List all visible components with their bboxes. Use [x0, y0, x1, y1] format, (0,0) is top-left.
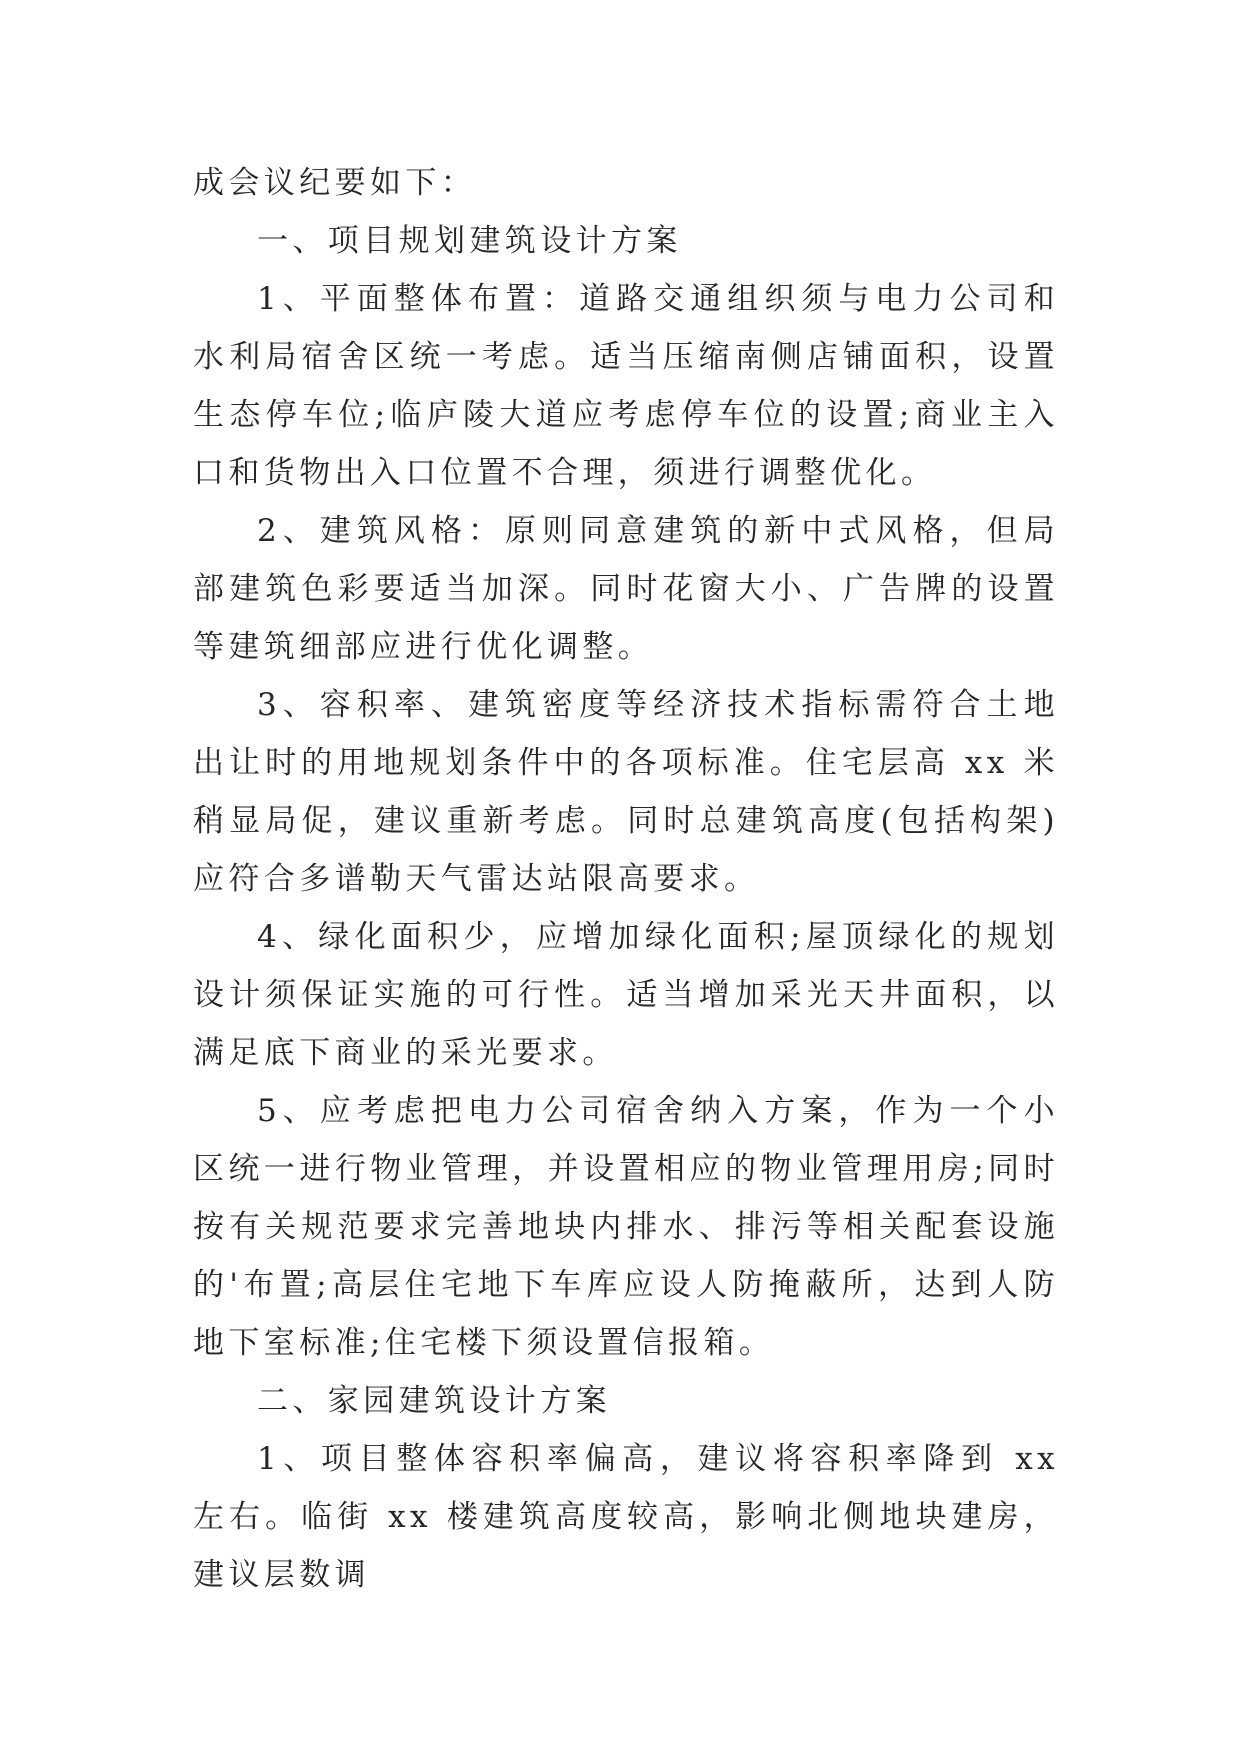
paragraph-1-3: 3、容积率、建筑密度等经济技术指标需符合土地出让时的用地规划条件中的各项标准。住宅层高 xx 米稍显局促，建议重新考虑。同时总建筑高度(包括构架)应符合多谱勒天气雷达站限高要求。 — [193, 687, 1059, 897]
document-body — [193, 154, 1059, 1604]
section-heading-2: 二、家园建筑设计方案 — [257, 1383, 611, 1419]
paragraph-intro: 成会议纪要如下： — [193, 165, 477, 201]
paragraph-1-2: 2、建筑风格：原则同意建筑的新中式风格，但局部建筑色彩要适当加深。同时花窗大小、广告牌的设置等建筑细部应进行优化调整。 — [193, 513, 1059, 665]
paragraph-1-4: 4、绿化面积少，应增加绿化面积;屋顶绿化的规划设计须保证实施的可行性。适当增加采光天井面积，以满足底下商业的采光要求。 — [193, 919, 1059, 1071]
section-heading-1: 一、项目规划建筑设计方案 — [257, 223, 682, 259]
paragraph-1-5: 5、应考虑把电力公司宿舍纳入方案，作为一个小区统一进行物业管理，并设置相应的物业管理用房;同时按有关规范要求完善地块内排水、排污等相关配套设施的'布置;高层住宅地下车库应设人防掩蔽所，达到人防地下室标准;住宅楼下须设置信报箱。 — [193, 1093, 1059, 1361]
paragraph-2-1: 1、项目整体容积率偏高，建议将容积率降到 xx 左右。临街 xx 楼建筑高度较高，影响北侧地块建房，建议层数调 — [193, 1441, 1059, 1593]
paragraph-1-1: 1、平面整体布置：道路交通组织须与电力公司和水利局宿舍区统一考虑。适当压缩南侧店铺面积，设置生态停车位;临庐陵大道应考虑停车位的设置;商业主入口和货物出入口位置不合理，须进行调整优化。 — [193, 281, 1059, 491]
